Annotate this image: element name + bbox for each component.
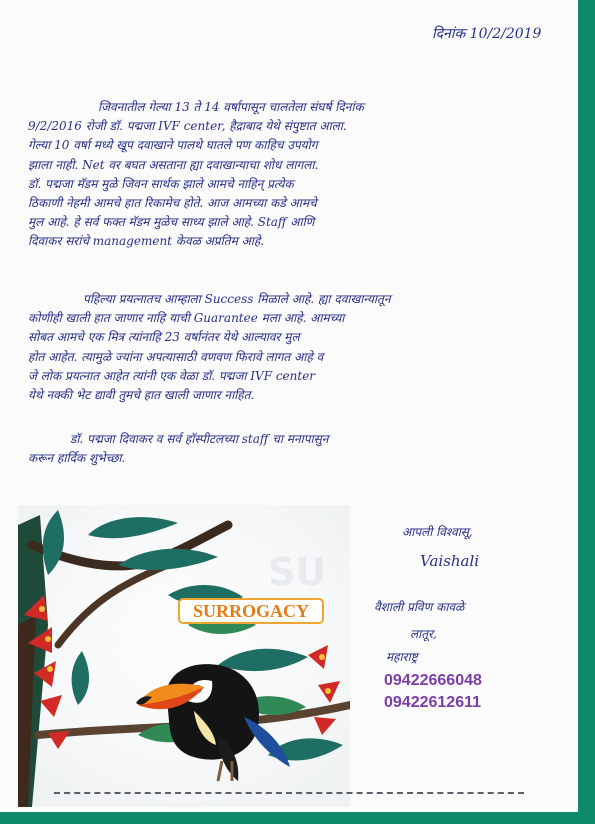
letter-line: पहिल्या प्रयत्नातच आम्हाला Success मिळाले आहे. ह्या दवाखान्यातून	[83, 292, 391, 306]
letter-line: जे लोक प्रयत्नात आहेत त्यांनी एक वेळा डॉ. पद्मजा IVF center	[28, 368, 316, 383]
letter-line: 9/2/2016 रोजी डॉ. पद्मजा IVF center, हैद्राबाद येथे संपुष्टात आला.	[28, 119, 347, 134]
letter-line: होत आहेत. त्यामुळे ज्यांना अपत्यासाठी वणवण फिरावे लागत आहे व	[28, 349, 324, 364]
letter-line: गेल्या 10 वर्षा मध्ये खूप दवाखाने पालथे घातले पण काहिच उपयोग	[28, 138, 318, 153]
letter-paragraph-3	[28, 430, 548, 468]
letter-paragraph-2	[28, 290, 548, 405]
phone-number-1[interactable]: 09422666048	[384, 672, 482, 689]
surrogacy-badge: SURROGACY	[178, 598, 324, 624]
frame-bottom-border	[0, 812, 578, 824]
signature-closing: आपली विश्वासू,	[402, 525, 473, 539]
letter-line: दिवाकर सरांचे management केवळ अप्रतिम आहे.	[28, 234, 265, 249]
phone-number-2[interactable]: 09422612611	[384, 694, 481, 711]
signature-place: लातूर,	[410, 627, 437, 641]
signature-name: वैशाली प्रविण कावळे	[374, 600, 465, 614]
letter-date: दिनांक 10/2/2019	[432, 26, 542, 42]
letter-line: जिवनातील गेल्या 13 ते 14 वर्षापासून चालतेला संघर्ष दिनांक	[98, 100, 364, 114]
letter-line: मुल आहे. हे सर्व फक्त मॅडम मुळेच साध्य झाले आहे. Staff आणि	[28, 215, 315, 230]
signature-state: महाराष्ट्र	[386, 650, 418, 664]
svg-text:SU: SU	[268, 550, 327, 594]
letter-line: ठिकाणी नेहमी आमचे हात रिकामेच होते. आज आमच्या कडे आमचे	[28, 196, 317, 211]
toucan-painting-image	[18, 505, 350, 807]
frame-right-border	[578, 0, 595, 824]
letter-line: झाला नाही. Net वर बघत असताना ह्या दवाखान्याचा शोध लागला.	[28, 157, 319, 172]
letter-line: सोबत आमचे एक मित्र त्यांनाहि 23 वर्षानंतर येथे आल्यावर मुल	[28, 330, 300, 345]
letter-line: डॉ. पद्मजा मॅडम मुळे जिवन सार्थक झाले आमचे नाहिन् प्रत्येक	[28, 176, 294, 191]
letter-line: येथे नक्की भेट द्यावी तुमचे हात खाली जाणार नाहित.	[28, 388, 255, 403]
letter-line: डॉ. पद्मजा दिवाकर व सर्व हॉस्पीटलच्या staff चा मनापासुन	[70, 432, 329, 446]
bottom-divider	[54, 792, 524, 797]
letter-paragraph-1	[28, 98, 548, 252]
signature-sign: Vaishali	[420, 552, 480, 570]
letter-line: कोणीही खाली हात जाणार नाहि याची Guarantee मला आहे. आमच्या	[28, 311, 345, 326]
letter-line: करून हार्दिक शुभेच्छा.	[28, 451, 126, 466]
